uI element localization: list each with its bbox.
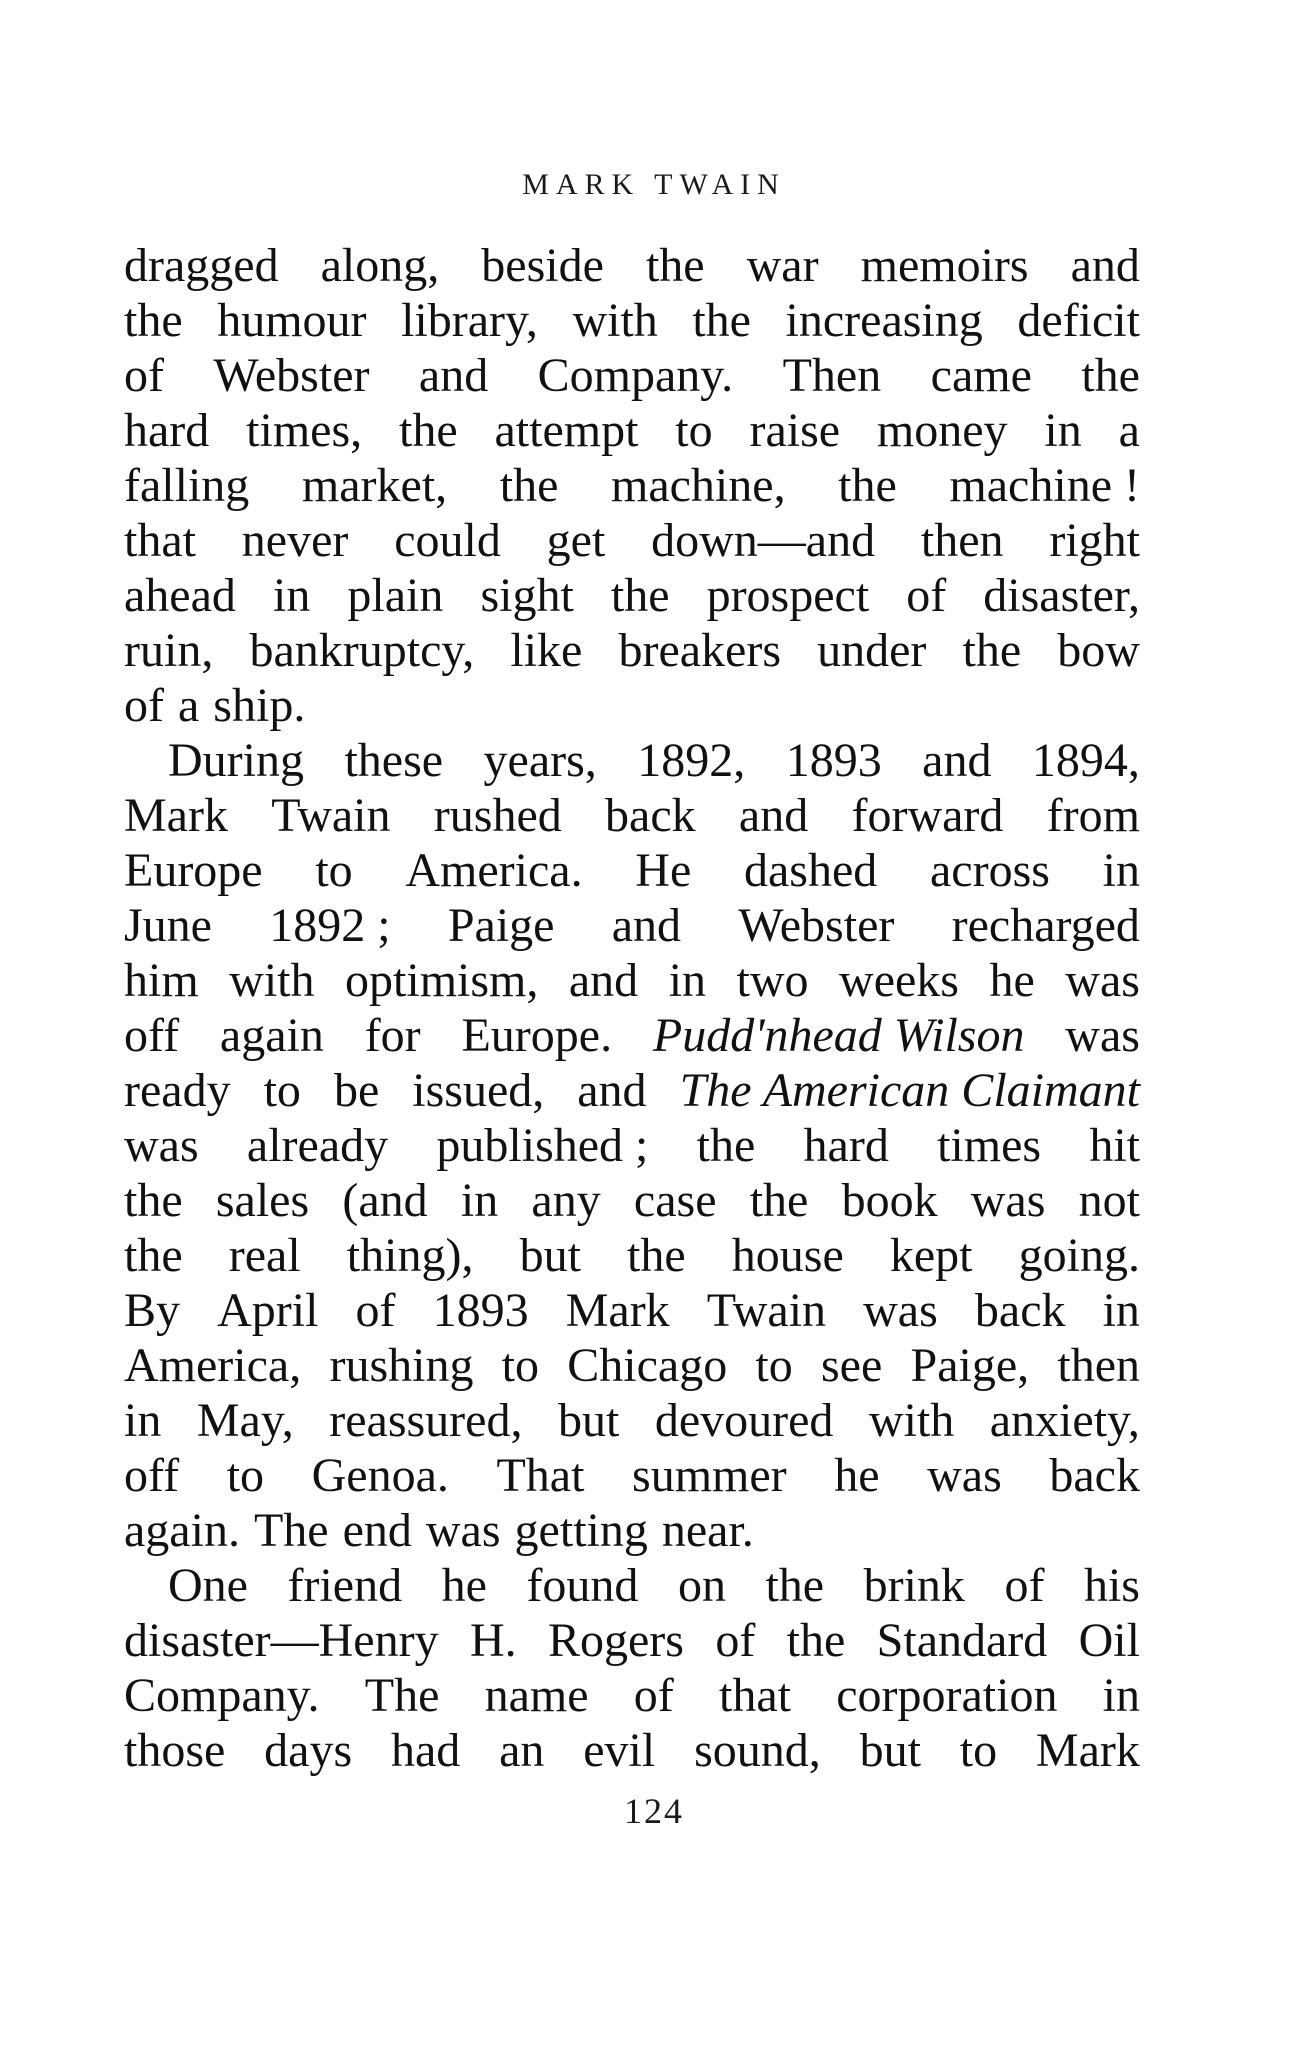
word: the: [838, 459, 897, 512]
text-line: [124, 788, 1140, 843]
word: like: [510, 624, 583, 677]
word: came: [930, 349, 1032, 402]
word: an: [499, 1724, 545, 1777]
word: but: [557, 1394, 620, 1447]
word: falling: [124, 459, 250, 512]
word: he: [441, 1559, 487, 1612]
word: get: [546, 514, 606, 567]
word: sales: [215, 1174, 310, 1227]
word: 1893: [785, 734, 882, 787]
word: any: [531, 1174, 601, 1227]
word: to: [501, 1339, 540, 1392]
word: was: [1065, 1009, 1140, 1062]
word: library,: [401, 294, 538, 347]
book-title: Pudd'nhead Wilson: [652, 1009, 1025, 1062]
word: found: [526, 1559, 639, 1612]
word: in: [1102, 1284, 1140, 1337]
word: that: [124, 514, 196, 567]
word: hard: [803, 1119, 889, 1172]
word: the: [645, 239, 705, 292]
word: again: [219, 1009, 324, 1062]
word: years,: [483, 734, 597, 787]
word: but: [859, 1724, 921, 1777]
word: Europe: [124, 844, 263, 897]
word: Mark: [1035, 1724, 1140, 1777]
word: those: [124, 1724, 226, 1777]
word: published ;: [436, 1119, 649, 1172]
word: hard: [124, 404, 210, 457]
word: issued,: [412, 1064, 545, 1117]
word: April: [217, 1284, 319, 1337]
word: was: [863, 1284, 938, 1337]
word: ship.: [213, 679, 306, 732]
word: down—and: [651, 514, 876, 567]
word: days: [264, 1724, 353, 1777]
word: that: [718, 1669, 791, 1722]
word: 1894,: [1031, 734, 1140, 787]
word: the: [499, 459, 559, 512]
word: see: [820, 1339, 883, 1392]
word: from: [1046, 789, 1140, 842]
word: the: [1081, 349, 1140, 402]
word: could: [394, 514, 501, 567]
word: in: [124, 1394, 162, 1447]
word: friend: [287, 1559, 403, 1612]
word: summer: [632, 1449, 787, 1502]
word: the: [398, 404, 458, 457]
text-line: [124, 238, 1140, 293]
word: disaster,: [983, 569, 1140, 622]
word: on: [677, 1559, 726, 1612]
word: brink: [863, 1559, 965, 1612]
word: By: [124, 1284, 181, 1337]
word: and: [738, 789, 809, 842]
word: be: [333, 1064, 380, 1117]
word: the: [692, 294, 751, 347]
word: had: [390, 1724, 461, 1777]
word: the: [124, 1174, 183, 1227]
word: and: [1070, 239, 1140, 292]
word: bow: [1057, 624, 1140, 677]
word: Company.: [537, 349, 734, 402]
word: bankruptcy,: [249, 624, 475, 677]
body-text: [124, 238, 1140, 1778]
text-line: [124, 1668, 1140, 1723]
word: plain: [347, 569, 444, 622]
text-line: [124, 1118, 1140, 1173]
word: book: [841, 1174, 938, 1227]
word: beside: [481, 239, 604, 292]
word: Rogers: [547, 1614, 684, 1667]
text-line: [124, 568, 1140, 623]
word: anxiety,: [989, 1394, 1140, 1447]
word: corporation: [836, 1669, 1058, 1722]
text-line: [124, 1558, 1140, 1613]
text-line: [124, 348, 1140, 403]
text-line: [124, 1503, 1140, 1558]
word: him: [124, 954, 199, 1007]
word: raise: [749, 404, 841, 457]
word: off: [124, 1009, 180, 1062]
word: and: [568, 954, 639, 1007]
text-line: [124, 1173, 1140, 1228]
word: to: [263, 1064, 301, 1117]
word: real: [228, 1229, 301, 1282]
text-line: [124, 953, 1140, 1008]
word: the: [627, 1229, 686, 1282]
word: ready: [124, 1064, 231, 1117]
word: Genoa.: [311, 1449, 449, 1502]
word: the: [786, 1614, 846, 1667]
word: in: [272, 569, 311, 622]
word: ruin,: [124, 624, 214, 677]
word: in: [1044, 404, 1082, 457]
page-number: 124: [624, 1791, 684, 1831]
word: H.: [469, 1614, 517, 1667]
word: never: [241, 514, 349, 567]
word: The: [253, 1504, 329, 1557]
word: sound,: [694, 1724, 821, 1777]
word: rushed: [433, 789, 562, 842]
word: with: [868, 1394, 955, 1447]
word: Company.: [124, 1669, 320, 1722]
word: he: [989, 954, 1035, 1007]
word: 1892,: [637, 734, 746, 787]
text-line: [124, 1008, 1140, 1063]
word: again.: [124, 1504, 240, 1557]
word: weeks: [839, 954, 959, 1007]
word: right: [1049, 514, 1140, 567]
word: was: [927, 1449, 1002, 1502]
word: was: [970, 1174, 1046, 1227]
word: the: [765, 1559, 825, 1612]
word: Twain: [271, 789, 391, 842]
word: a: [1118, 404, 1140, 457]
word: off: [124, 1449, 180, 1502]
word: near.: [661, 1504, 754, 1557]
word: market,: [301, 459, 448, 512]
word: to: [315, 844, 353, 897]
word: of: [906, 569, 947, 622]
word: and: [611, 899, 682, 952]
word: under: [817, 624, 927, 677]
text-line: [124, 898, 1140, 953]
word: for: [364, 1009, 421, 1062]
text-line: [124, 513, 1140, 568]
word: reassured,: [329, 1394, 523, 1447]
text-line: [124, 1283, 1140, 1338]
word: across: [929, 844, 1050, 897]
word: and: [577, 1064, 647, 1117]
text-line: [124, 1613, 1140, 1668]
word: then: [920, 514, 1004, 567]
running-head: MARK TWAIN: [522, 168, 786, 201]
word: One: [168, 1559, 248, 1612]
word: June: [124, 899, 212, 952]
text-line: [124, 1448, 1140, 1503]
word: rushing: [329, 1339, 474, 1392]
word: the: [749, 1174, 809, 1227]
word: That: [496, 1449, 585, 1502]
text-line: [124, 623, 1140, 678]
word: The: [364, 1669, 440, 1722]
word: of: [124, 679, 164, 732]
word: in: [460, 1174, 499, 1227]
word: was: [124, 1119, 199, 1172]
word: in: [1102, 1669, 1140, 1722]
word: machine !: [949, 459, 1140, 512]
text-line: [124, 403, 1140, 458]
word: was: [425, 1504, 501, 1557]
word: machine,: [610, 459, 786, 512]
text-line: [124, 1393, 1140, 1448]
word: back: [974, 1284, 1066, 1337]
word: memoirs: [860, 239, 1029, 292]
word: Webster: [738, 899, 895, 952]
word: hit: [1089, 1119, 1140, 1172]
word: the: [610, 569, 670, 622]
word: Then: [782, 349, 882, 402]
word: humour: [217, 294, 367, 347]
word: along,: [320, 239, 440, 292]
word: Paige,: [910, 1339, 1030, 1392]
text-line: [124, 843, 1140, 898]
word: recharged: [951, 899, 1140, 952]
word: and: [922, 734, 992, 787]
word: with: [572, 294, 658, 347]
text-line: [124, 678, 1140, 733]
word: Mark: [565, 1284, 670, 1337]
word: During: [168, 734, 304, 787]
word: deficit: [1017, 294, 1140, 347]
word: times: [937, 1119, 1042, 1172]
word: in: [1102, 844, 1140, 897]
word: sight: [480, 569, 574, 622]
word: his: [1083, 1559, 1140, 1612]
word: He: [635, 844, 692, 897]
word: to: [226, 1449, 265, 1502]
word: but: [519, 1229, 581, 1282]
word: he: [834, 1449, 880, 1502]
word: Paige: [447, 899, 555, 952]
word: ahead: [124, 569, 236, 622]
word: Chicago: [567, 1339, 728, 1392]
word: end: [342, 1504, 412, 1557]
word: of: [124, 349, 164, 402]
word: forward: [851, 789, 1004, 842]
word: already: [246, 1119, 389, 1172]
text-line: [124, 1723, 1140, 1778]
word: with: [229, 954, 315, 1007]
word: to: [755, 1339, 793, 1392]
text-line: [124, 733, 1140, 788]
word: the: [124, 294, 183, 347]
word: money: [876, 404, 1008, 457]
word: dragged: [124, 239, 279, 292]
word: house: [731, 1229, 844, 1282]
word: times,: [246, 404, 363, 457]
word: dashed: [743, 844, 878, 897]
word: back: [605, 789, 696, 842]
word: optimism,: [345, 954, 539, 1007]
text-line: [124, 293, 1140, 348]
word: increasing: [785, 294, 983, 347]
word: America,: [124, 1339, 302, 1392]
word: two: [736, 954, 809, 1007]
word: not: [1078, 1174, 1140, 1227]
word: America.: [405, 844, 583, 897]
word: Oil: [1078, 1614, 1140, 1667]
word: a: [177, 679, 200, 732]
word: evil: [583, 1724, 656, 1777]
word: to: [675, 404, 713, 457]
word: May,: [196, 1394, 294, 1447]
word: the: [962, 624, 1022, 677]
word: kept: [889, 1229, 973, 1282]
word: going.: [1018, 1229, 1140, 1282]
word: Europe.: [461, 1009, 613, 1062]
word: of: [355, 1284, 396, 1337]
word: in: [668, 954, 707, 1007]
word: the: [696, 1119, 756, 1172]
word: was: [1065, 954, 1140, 1007]
word: Webster: [213, 349, 370, 402]
word: back: [1049, 1449, 1140, 1502]
word: devoured: [654, 1394, 834, 1447]
word: 1892 ;: [269, 899, 391, 952]
word: war: [746, 239, 819, 292]
word: and: [418, 349, 489, 402]
word: 1893: [432, 1284, 529, 1337]
word: the: [124, 1229, 183, 1282]
word: (and: [342, 1174, 428, 1227]
word: of: [1004, 1559, 1045, 1612]
word: breakers: [618, 624, 782, 677]
word: case: [633, 1174, 717, 1227]
word: disaster—Henry: [124, 1614, 439, 1667]
text-line: [124, 458, 1140, 513]
text-line: [124, 1063, 1140, 1118]
word: attempt: [494, 404, 639, 457]
word: name: [484, 1669, 589, 1722]
word: of: [715, 1614, 756, 1667]
book-title: The American Claimant: [679, 1064, 1140, 1117]
word: Mark: [124, 789, 228, 842]
word: Standard: [876, 1614, 1048, 1667]
word: Twain: [706, 1284, 827, 1337]
word: thing),: [346, 1229, 474, 1282]
text-line: [124, 1228, 1140, 1283]
word: getting: [514, 1504, 648, 1557]
word: prospect: [706, 569, 870, 622]
word: these: [344, 734, 444, 787]
text-line: [124, 1338, 1140, 1393]
word: then: [1057, 1339, 1140, 1392]
word: to: [959, 1724, 998, 1777]
word: of: [633, 1669, 674, 1722]
